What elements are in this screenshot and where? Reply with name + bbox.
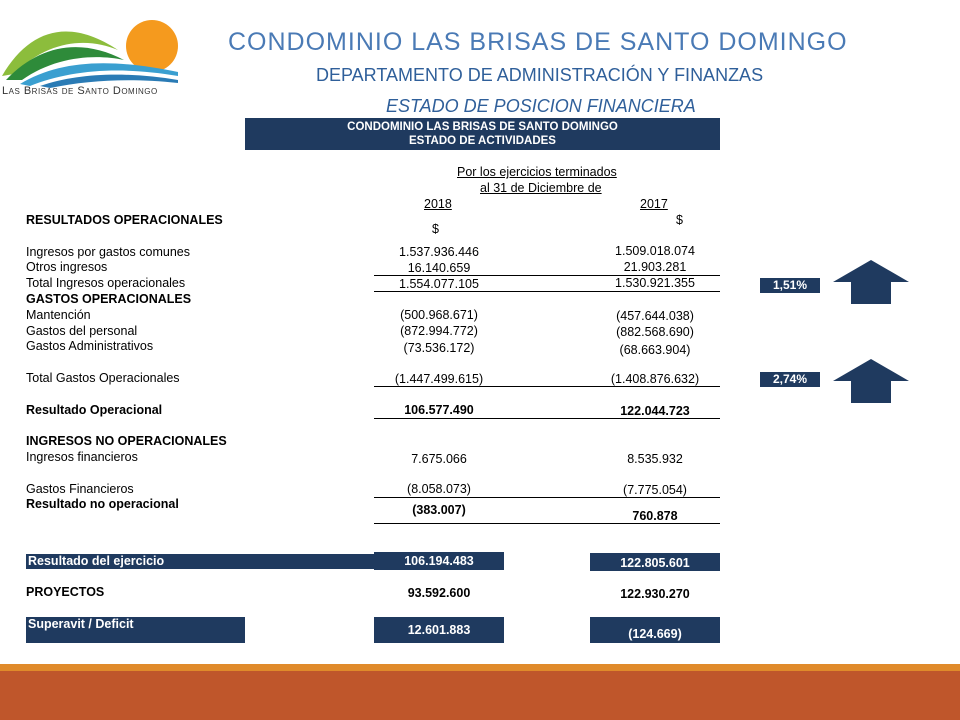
logo-text: Las Brisas de Santo Domingo — [2, 85, 158, 97]
row-superavit-label: Superavit / Deficit — [28, 617, 134, 631]
line-res-op — [374, 418, 720, 419]
row-personal-2018: (872.994.772) — [400, 324, 478, 338]
banner-line-2: ESTADO DE ACTIVIDADES — [409, 135, 556, 147]
ingresos-change-badge: 1,51% — [760, 278, 820, 293]
department-subtitle: DEPARTAMENTO DE ADMINISTRACIÓN Y FINANZAS — [316, 65, 764, 85]
footer-bar — [0, 671, 960, 720]
row-admin-label: Gastos Administrativos — [26, 339, 154, 353]
period-line-2: al 31 de Diciembre de — [480, 181, 602, 195]
row-admin-2017: (68.663.904) — [619, 343, 691, 357]
row-res-ej-2017: 122.805.601 — [590, 553, 720, 571]
row-ing-fin-label: Ingresos financieros — [26, 450, 138, 464]
row-total-ing-2017: 1.530.921.355 — [615, 276, 695, 290]
row-proyectos-2018: 93.592.600 — [407, 586, 471, 600]
row-otros-2018: 16.140.659 — [407, 261, 471, 275]
row-mant-2017: (457.644.038) — [616, 309, 694, 323]
row-proyectos-label: PROYECTOS — [26, 585, 105, 599]
row-total-gastos-label: Total Gastos Operacionales — [26, 371, 180, 385]
currency-2018: $ — [432, 222, 439, 236]
row-res-no-op-2017: 760.878 — [632, 509, 678, 523]
year-2018: 2018 — [424, 197, 452, 211]
statement-banner — [245, 118, 720, 150]
footer-accent-line — [0, 664, 960, 671]
row-res-op-label: Resultado Operacional — [26, 403, 163, 417]
row-ing-fin-2018: 7.675.066 — [411, 452, 467, 466]
row-gastos-fin-2018: (8.058.073) — [407, 482, 471, 496]
line-res-no-op — [374, 523, 720, 524]
row-otros-2017: 21.903.281 — [623, 260, 687, 274]
row-ing-fin-2017: 8.535.932 — [627, 452, 683, 466]
superavit-label-box — [26, 617, 245, 643]
up-arrow-icon — [833, 359, 909, 403]
page-title: CONDOMINIO LAS BRISAS DE SANTO DOMINGO — [228, 28, 848, 56]
banner-line-1: CONDOMINIO LAS BRISAS DE SANTO DOMINGO — [347, 121, 618, 133]
row-superavit-2018: 12.601.883 — [374, 617, 504, 643]
line-gastos-fin — [374, 497, 720, 498]
row-total-gastos-2017: (1.408.876.632) — [610, 372, 700, 386]
section-gastos: GASTOS OPERACIONALES — [26, 292, 192, 306]
row-total-ing-2018: 1.554.077.105 — [399, 277, 479, 291]
line-total-ingresos — [374, 291, 720, 292]
section-no-operacionales: INGRESOS NO OPERACIONALES — [26, 434, 227, 448]
row-ingresos-gc-2018: 1.537.936.446 — [399, 245, 479, 259]
row-res-ej-2018: 106.194.483 — [374, 552, 504, 570]
row-superavit-2017: (124.669) — [590, 617, 720, 643]
row-gastos-fin-label: Gastos Financieros — [26, 482, 134, 496]
row-ingresos-gc-2017: 1.509.018.074 — [615, 244, 695, 258]
report-title: ESTADO DE POSICION FINANCIERA — [386, 96, 696, 116]
row-res-op-2017: 122.044.723 — [620, 404, 690, 418]
row-res-no-op-label: Resultado no operacional — [26, 497, 179, 511]
gastos-change-badge: 2,74% — [760, 372, 820, 387]
res-ej-label-box — [26, 554, 374, 569]
period-line-1: Por los ejercicios terminados — [457, 165, 617, 179]
row-res-op-2018: 106.577.490 — [404, 403, 474, 417]
up-arrow-icon — [833, 260, 909, 304]
line-total-gastos — [374, 386, 720, 387]
row-total-ing-label: Total Ingresos operacionales — [26, 276, 186, 290]
row-gastos-fin-2017: (7.775.054) — [623, 483, 687, 497]
row-total-gastos-2018: (1.447.499.615) — [394, 372, 484, 386]
row-mant-2018: (500.968.671) — [400, 308, 478, 322]
row-proyectos-2017: 122.930.270 — [620, 587, 690, 601]
row-res-no-op-2018: (383.007) — [412, 503, 466, 517]
row-res-ej-label: Resultado del ejercicio — [28, 554, 165, 568]
logo — [0, 8, 180, 108]
currency-2017: $ — [676, 213, 683, 227]
row-otros-label: Otros ingresos — [26, 260, 108, 274]
year-2017: 2017 — [640, 197, 668, 211]
row-personal-label: Gastos del personal — [26, 324, 138, 338]
row-mant-label: Mantención — [26, 308, 91, 322]
section-operacionales: RESULTADOS OPERACIONALES — [26, 213, 223, 227]
row-personal-2017: (882.568.690) — [616, 325, 694, 339]
logo-icon — [0, 8, 180, 88]
row-admin-2018: (73.536.172) — [403, 341, 475, 355]
row-ingresos-gc-label: Ingresos por gastos comunes — [26, 245, 190, 259]
